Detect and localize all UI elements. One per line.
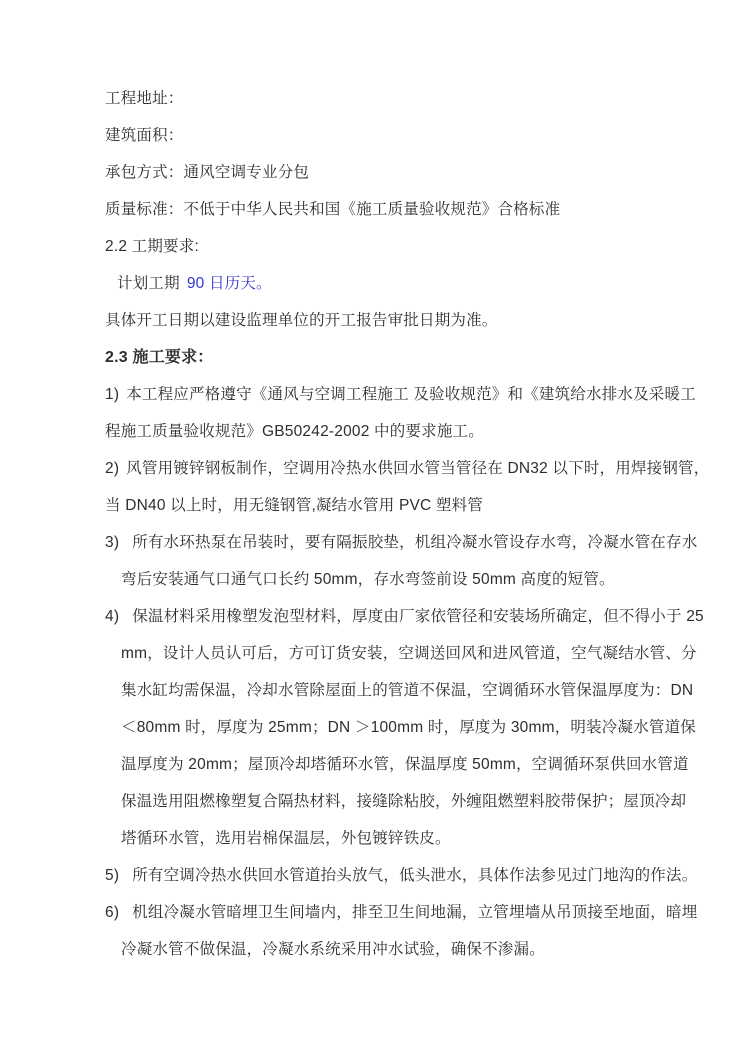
- item-number: 4): [105, 608, 120, 625]
- list-item-5: [105, 857, 698, 894]
- plan-duration-prefix: 计划工期: [117, 275, 180, 292]
- item-number: 1): [105, 386, 120, 403]
- item-line: [105, 524, 698, 561]
- item-line: 弯后安装通气口通气口长约 50mm，存水弯签前设 50mm 高度的短管。: [121, 571, 615, 588]
- plan-duration-value: 90 日历天。: [186, 275, 272, 292]
- building-area-line: 建筑面积：: [105, 127, 184, 144]
- item-text: 所有空调冷热水供回水管道抬头放气，低头泄水，具体作法参见过门地沟的作法。: [132, 867, 698, 884]
- item-text: 保温材料采用橡塑发泡型材料，厚度由厂家依管径和安装场所确定，但不得小于 25: [132, 608, 704, 625]
- contract-mode-line: 承包方式：通风空调专业分包: [105, 164, 310, 181]
- item-line: 保温选用阻燃橡塑复合隔热材料，接缝除粘胶，外缠阻燃塑料胶带保护；屋顶冷却: [121, 793, 687, 810]
- list-item-2: [105, 450, 710, 524]
- item-line: 温厚度为 20mm；屋顶冷却塔循环水管，保温厚度 50mm，空调循环泵供回水管道: [121, 756, 689, 773]
- schedule-section-heading: 2.2 工期要求:: [105, 238, 199, 255]
- item-text: 风管用镀锌钢板制作，空调用冷热水供回水管当管径在 DN32 以下时，用焊接钢管，: [126, 460, 710, 477]
- start-date-note: 具体开工日期以建设监理单位的开工报告审批日期为准。: [105, 312, 498, 329]
- item-line: [105, 450, 710, 487]
- item-line: [105, 857, 698, 894]
- list-item-4: [105, 598, 704, 857]
- item-number: 6): [105, 904, 120, 921]
- item-line: 集水缸均需保温，冷却水管除屋面上的管道不保温，空调循环水管保温厚度为：DN: [121, 682, 694, 699]
- project-address-line: 工程地址：: [105, 90, 184, 107]
- item-line: 冷凝水管不做保温，冷凝水系统采用冲水试验，确保不渗漏。: [121, 941, 545, 958]
- item-line: [105, 376, 696, 413]
- item-line: ＜80mm 时，厚度为 25mm；DN ＞100mm 时，厚度为 30mm，明装冷凝水管道保: [121, 719, 696, 736]
- item-number: 5): [105, 867, 120, 884]
- item-line: 塔循环水管，选用岩棉保温层，外包镀锌铁皮。: [121, 830, 451, 847]
- item-line: 程施工质量验收规范》GB50242-2002 中的要求施工。: [105, 423, 484, 440]
- item-line: mm，设计人员认可后，方可订货安装，空调送回风和进风管道，空气凝结水管、分: [121, 645, 697, 662]
- construction-section-heading: 2.3 施工要求：: [105, 349, 214, 366]
- quality-standard-line: 质量标准：不低于中华人民共和国《施工质量验收规范》合格标准: [105, 201, 561, 218]
- list-item-3: [105, 524, 698, 598]
- item-line: 当 DN40 以上时，用无缝钢管,凝结水管用 PVC 塑料管: [105, 497, 484, 514]
- plan-duration-line: [105, 265, 672, 302]
- item-line: [105, 598, 704, 635]
- item-text: 所有水环热泵在吊装时，要有隔振胶垫，机组冷凝水管设存水弯，冷凝水管在存水: [132, 534, 698, 551]
- list-item-6: [105, 894, 698, 968]
- list-item-1: [105, 376, 696, 450]
- item-number: 2): [105, 460, 120, 477]
- item-text: 本工程应严格遵守《通风与空调工程施工 及验收规范》和《建筑给水排水及采暖工: [126, 386, 696, 403]
- item-line: [105, 894, 698, 931]
- item-number: 3): [105, 534, 120, 551]
- item-text: 机组冷凝水管暗埋卫生间墙内，排至卫生间地漏，立管埋墙从吊顶接至地面，暗埋: [132, 904, 698, 921]
